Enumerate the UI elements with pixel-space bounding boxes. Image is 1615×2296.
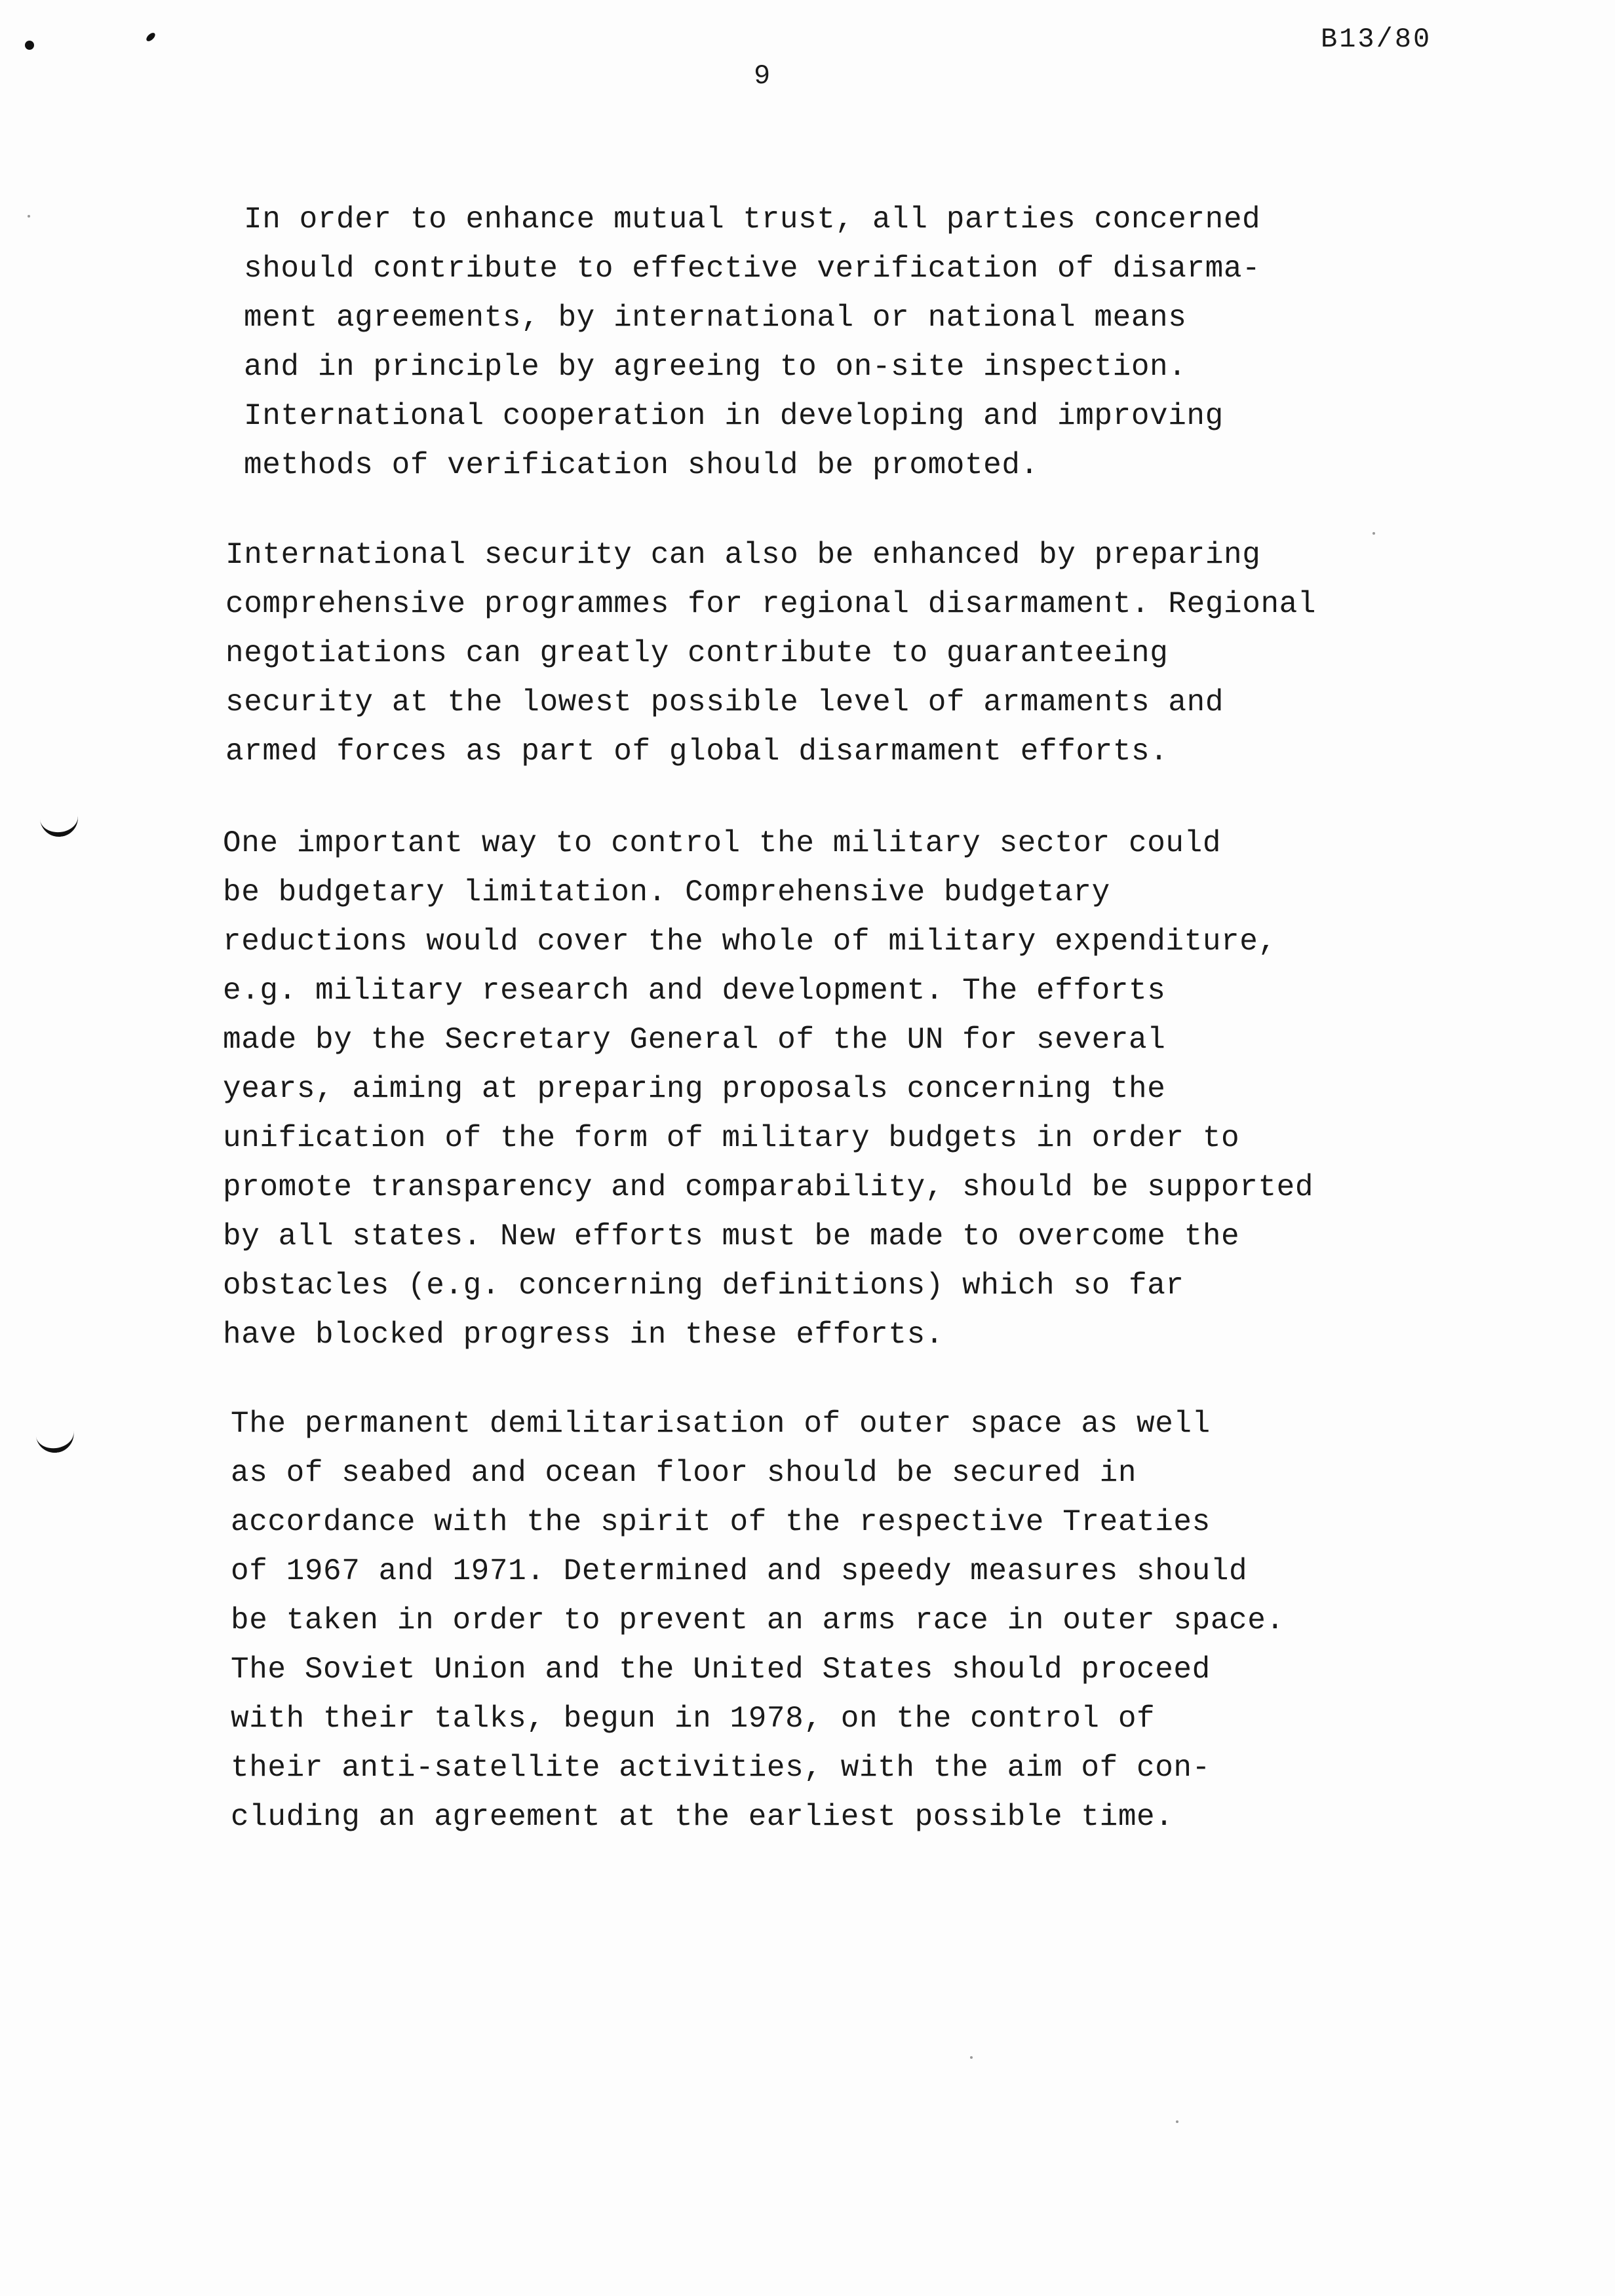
text-line: with their talks, begun in 1978, on the control of — [231, 1702, 1156, 1736]
paragraph-verification — [244, 195, 1260, 490]
text-line: One important way to control the military sector could — [223, 826, 1222, 860]
text-line: security at the lowest possible level of armaments and — [225, 685, 1224, 719]
text-line: International security can also be enhanced by preparing — [225, 538, 1261, 572]
paragraph-budgetary-limitation — [223, 819, 1313, 1360]
text-line: as of seabed and ocean floor should be secured in — [231, 1456, 1137, 1490]
text-line: armed forces as part of global disarmament efforts. — [225, 735, 1169, 769]
text-line: be budgetary limitation. Comprehensive budgetary — [223, 875, 1110, 909]
scan-speck — [28, 215, 30, 218]
text-line: obstacles (e.g. concerning definitions) which so far — [223, 1269, 1184, 1303]
page-number: 9 — [754, 60, 771, 92]
text-line: The permanent demilitarisation of outer space as well — [231, 1407, 1211, 1441]
document-reference: B13/80 — [1321, 24, 1432, 55]
text-line: ment agreements, by international or national means — [244, 301, 1187, 335]
text-line: The Soviet Union and the United States should proceed — [231, 1653, 1211, 1687]
text-line: promote transparency and comparability, should be supported — [223, 1170, 1314, 1204]
text-line: have blocked progress in these efforts. — [223, 1318, 944, 1352]
text-line: cluding an agreement at the earliest possible time. — [231, 1800, 1174, 1834]
text-line: comprehensive programmes for regional disarmament. Regional — [225, 587, 1317, 621]
text-line: e.g. military research and development. The efforts — [223, 974, 1166, 1008]
scan-mark — [145, 31, 157, 43]
text-line: and in principle by agreeing to on-site inspection. — [244, 350, 1187, 384]
paragraph-outer-space — [231, 1400, 1285, 1842]
text-line: by all states. New efforts must be made to overcome the — [223, 1219, 1240, 1253]
paragraph-regional-disarmament — [225, 531, 1316, 776]
scan-speck — [970, 2056, 973, 2059]
binder-mark — [39, 811, 80, 839]
text-line: accordance with the spirit of the respective Treaties — [231, 1505, 1211, 1539]
text-line: unification of the form of military budgets in order to — [223, 1121, 1240, 1155]
text-line: be taken in order to prevent an arms race in outer space. — [231, 1603, 1285, 1637]
scan-speck — [1372, 532, 1375, 535]
text-line: negotiations can greatly contribute to guaranteeing — [225, 636, 1169, 670]
text-line: years, aiming at preparing proposals concerning the — [223, 1072, 1166, 1106]
text-line: In order to enhance mutual trust, all parties concerned — [244, 202, 1261, 237]
text-line: made by the Secretary General of the UN for several — [223, 1023, 1166, 1057]
text-line: International cooperation in developing and improving — [244, 399, 1224, 433]
text-line: reductions would cover the whole of military expenditure, — [223, 925, 1277, 959]
punch-mark — [25, 41, 34, 50]
text-line: methods of verification should be promoted. — [244, 448, 1039, 482]
text-line: of 1967 and 1971. Determined and speedy measures should — [231, 1554, 1248, 1588]
scan-speck — [1176, 2120, 1178, 2123]
text-line: should contribute to effective verification of disarma- — [244, 252, 1261, 286]
binder-mark — [35, 1426, 77, 1455]
text-line: their anti-satellite activities, with the aim of con- — [231, 1751, 1211, 1785]
